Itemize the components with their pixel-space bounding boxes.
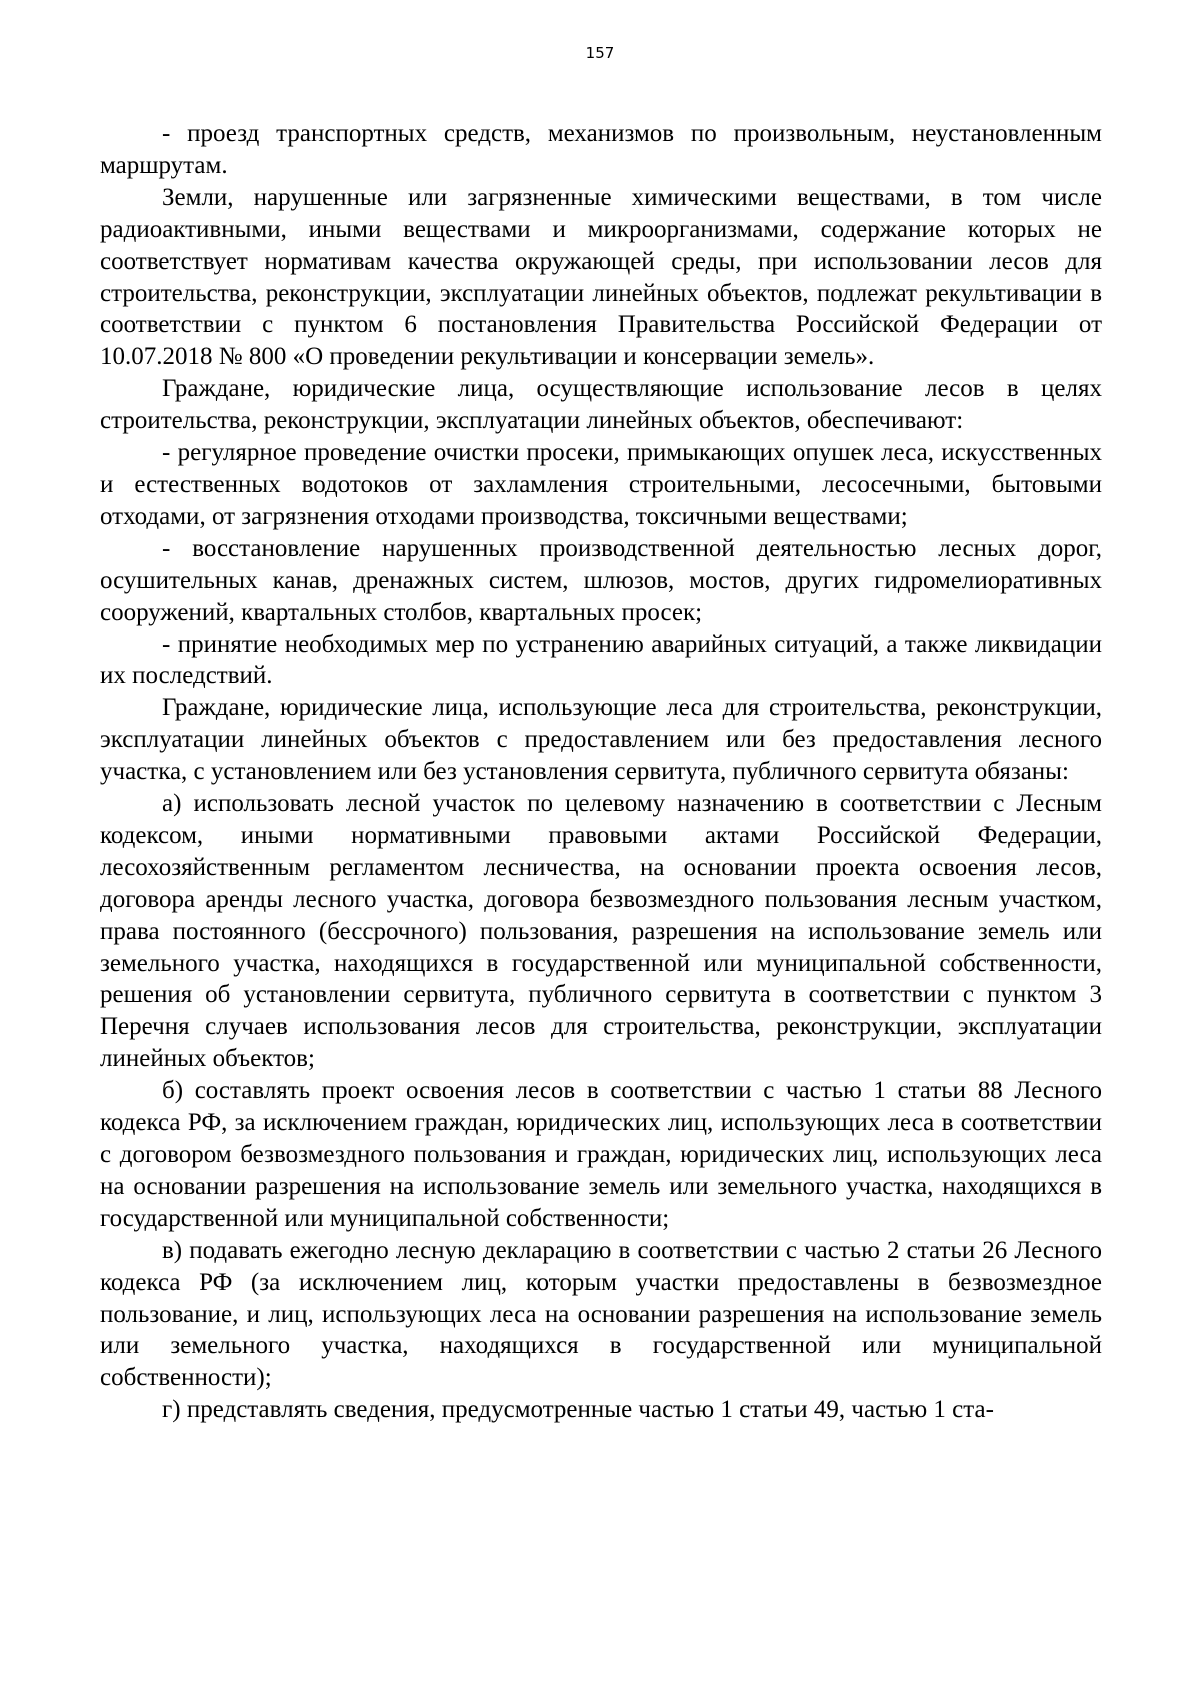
- page-number: 157: [585, 44, 615, 62]
- document-body: [100, 118, 1102, 1426]
- paragraph: - принятие необходимых мер по устранению аварийных ситуаций, а также ликвидации их последствий.: [100, 630, 1102, 690]
- paragraph: Граждане, юридические лица, использующие леса для строительства, реконструкции, эксплуатации линейных объектов с предоставлением или без предоставления лесного участка, с установлением или без установления сервитута, публичного сервитута обязаны:: [100, 694, 1102, 786]
- paragraph: б) составлять проект освоения лесов в соответствии с частью 1 статьи 88 Лесного кодекса РФ, за исключением граждан, юридических лиц, использующих леса в соответствии с договором безвозмездного пользования и граждан, юридических лиц, использующих леса на основании разрешения на использование земель или земельного участка, находящихся в государственной или муниципальной собственности;: [100, 1077, 1102, 1232]
- paragraph: а) использовать лесной участок по целевому назначению в соответствии с Лесным кодексом, иными нормативными правовыми актами Российской Федерации, лесохозяйственным регламентом лесничества, на основании проекта освоения лесов, договора аренды лесного участка, договора безвозмездного пользования лесным участком, права постоянного (бессрочного) пользования, разрешения на использование земель или земельного участка, находящихся в государственной или муниципальной собственности, решения об установлении сервитута, публичного сервитута в соответствии с пунктом 3 Перечня случаев использования лесов для строительства, реконструкции, эксплуатации линейных объектов;: [100, 790, 1102, 1073]
- paragraph: в) подавать ежегодно лесную декларацию в соответствии с частью 2 статьи 26 Лесного кодекса РФ (за исключением лиц, которым участки предоставлены в безвозмездное пользование, и лиц, использующих леса на основании разрешения на использование земель или земельного участка, находящихся в государственной или муниципальной собственности);: [100, 1236, 1102, 1392]
- paragraph: - восстановление нарушенных производственной деятельностью лесных дорог, осушительных канав, дренажных систем, шлюзов, мостов, других гидромелиоративных сооружений, квартальных столбов, квартальных просек;: [100, 534, 1102, 626]
- paragraph: Граждане, юридические лица, осуществляющие использование лесов в целях строительства, реконструкции, эксплуатации линейных объектов, обеспечивают:: [100, 375, 1102, 435]
- paragraph: Земли, нарушенные или загрязненные химическими веществами, в том числе радиоактивными, иными веществами и микроорганизмами, содержание которых не соответствует нормативам качества окружающей среды, при использовании лесов для строительства, реконструкции, эксплуатации линейных объектов, подлежат рекультивации в соответствии с пунктом 6 постановления Правительства Российской Федерации от 10.07.2018 № 800 «О проведении рекультивации и консервации земель».: [100, 183, 1102, 371]
- paragraph: - регулярное проведение очистки просеки, примыкающих опушек леса, искусственных и естественных водотоков от захламления строительными, лесосечными, бытовыми отходами, от загрязнения отходами производства, токсичными веществами;: [100, 439, 1102, 530]
- paragraph: - проезд транспортных средств, механизмов по произвольным, неустановленным маршрутам.: [100, 120, 1102, 179]
- paragraph: г) представлять сведения, предусмотренные частью 1 статьи 49, частью 1 ста-: [162, 1396, 994, 1424]
